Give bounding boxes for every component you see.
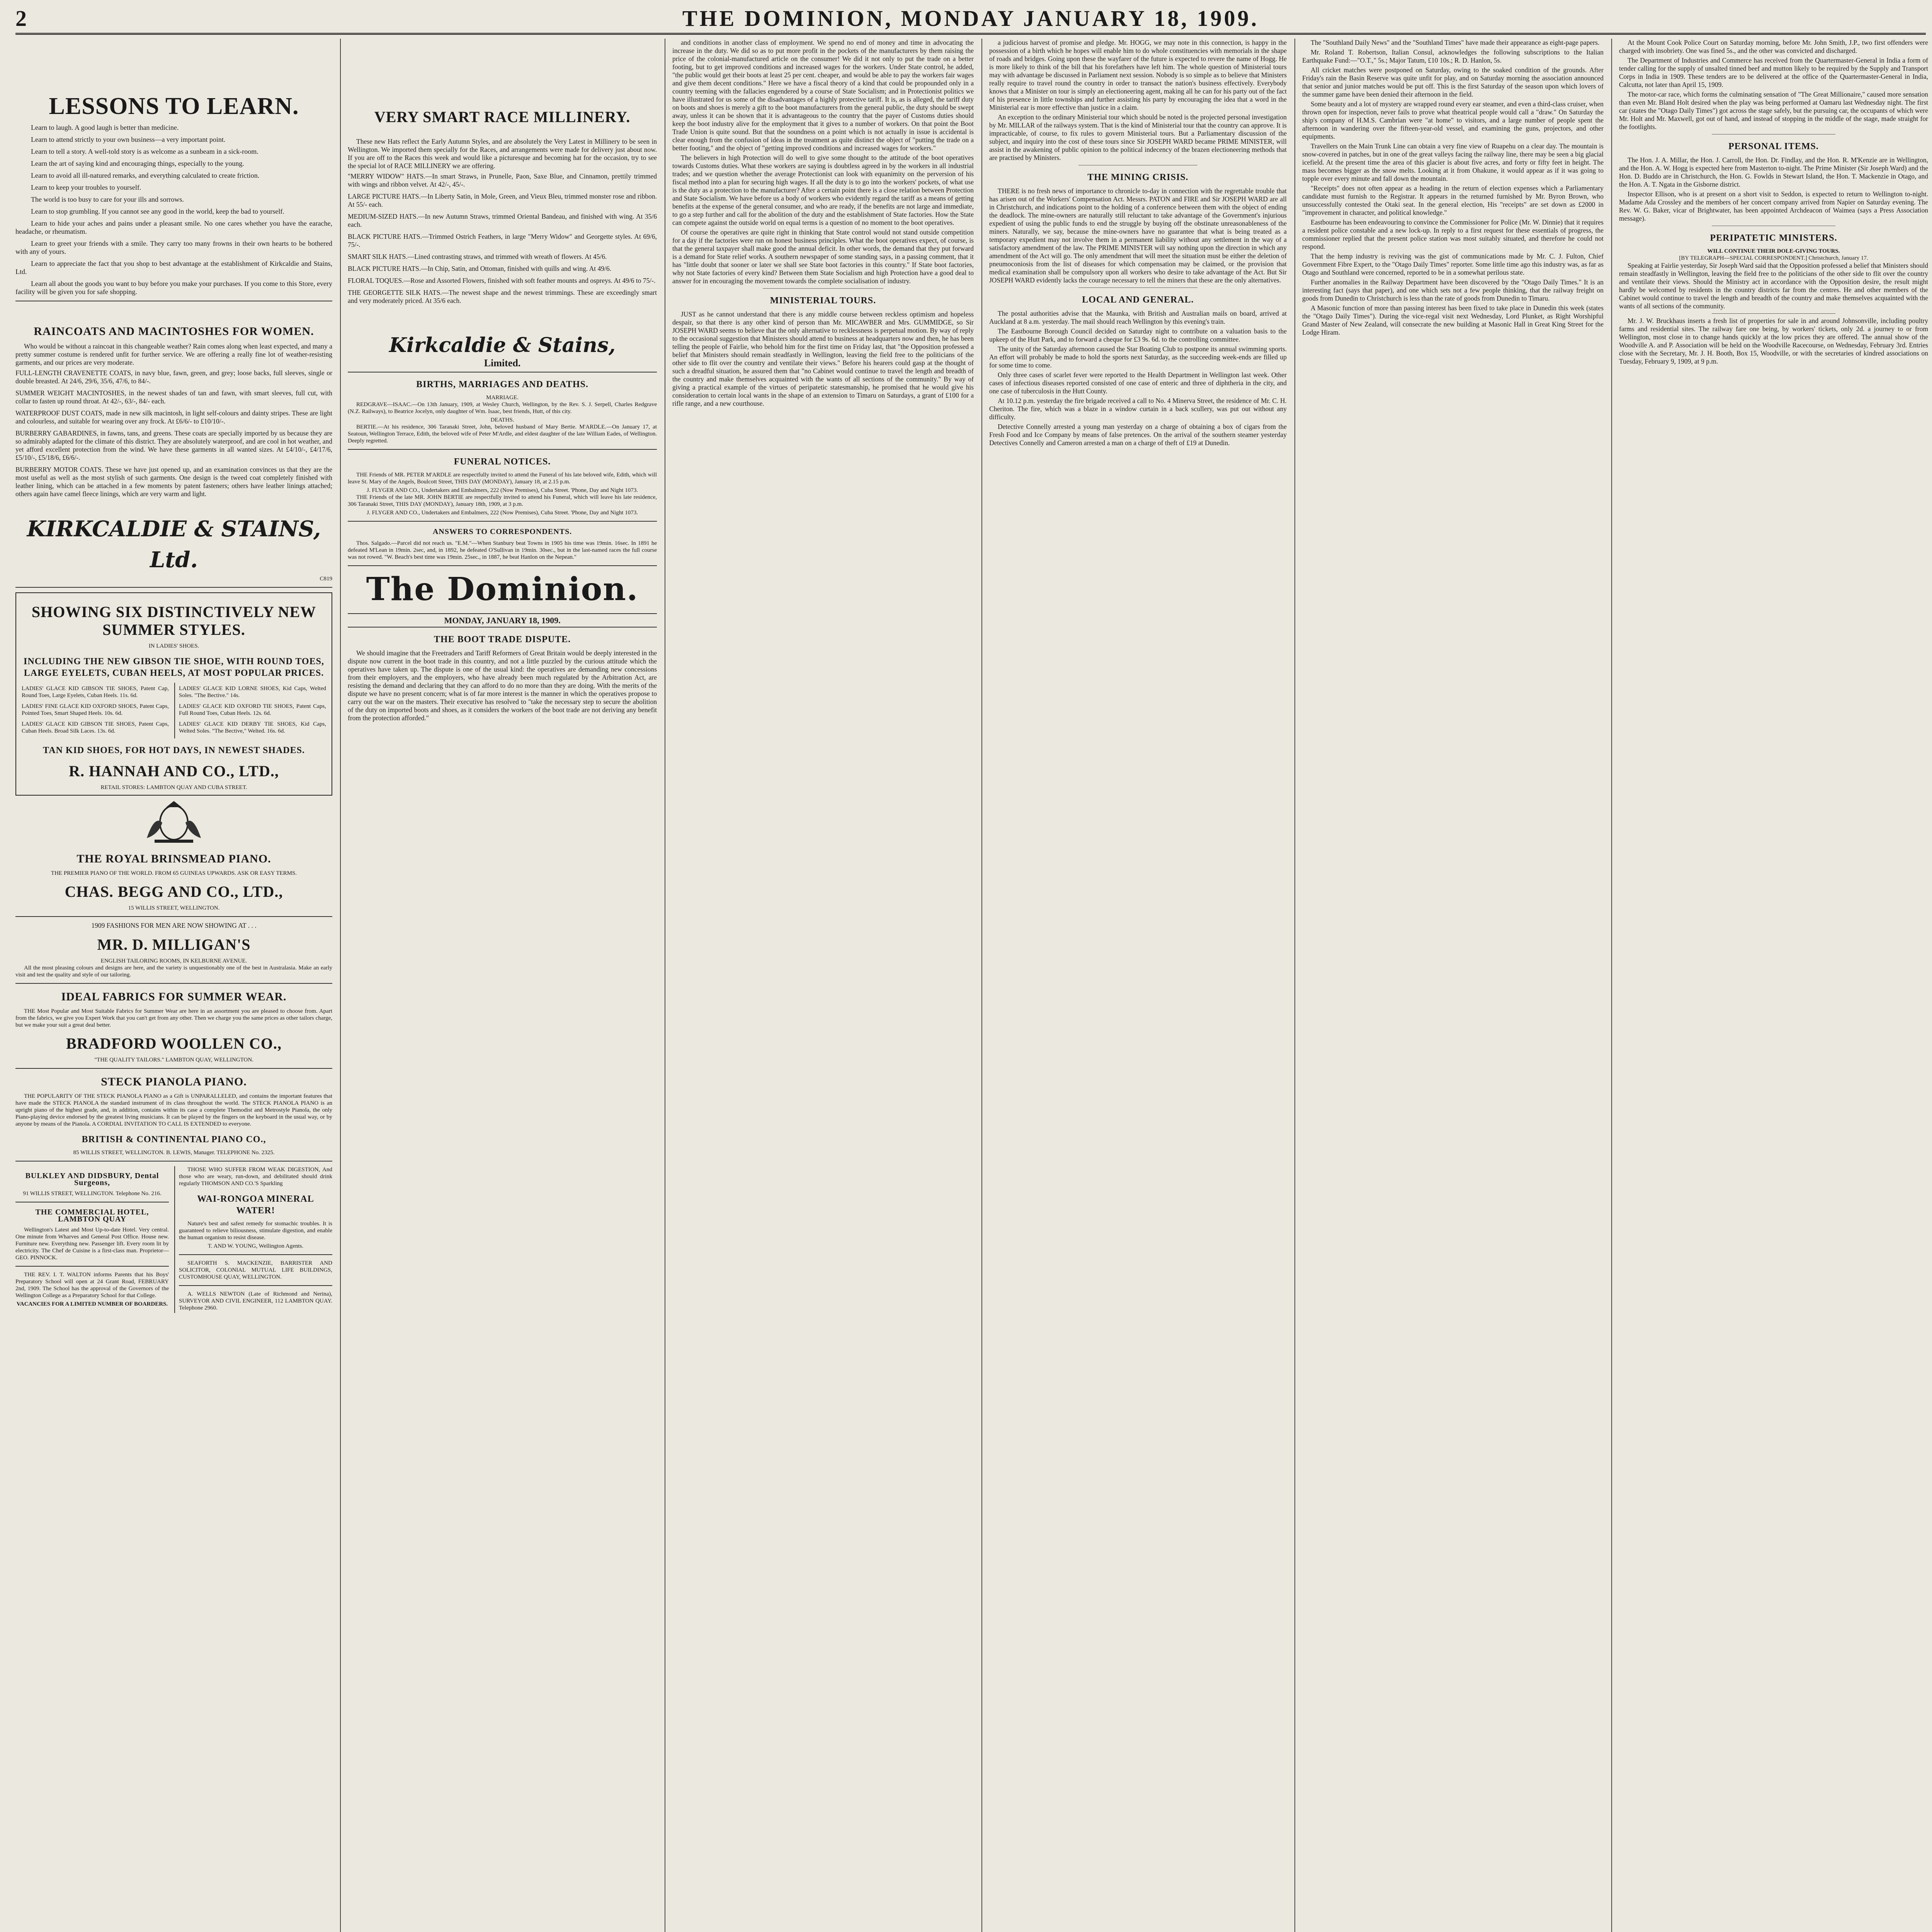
divider (1712, 313, 1835, 314)
small-ads-grid (15, 1166, 332, 1313)
local-news-item: The postal authorities advise that the Maunka, with British and Australian mails on board, arrived at Auckland at 8 a.m. yesterday. The mail should reach Wellington by this evening's train. (989, 310, 1287, 325)
bradford-name: BRADFORD WOOLLEN CO., (66, 1035, 282, 1052)
raincoats-intro: Who would be without a raincoat in this changeable weather? Rain comes along when least expected, and many a pretty summer costume is rendered unfit for further service. We are offering a really fine lot of weather-resisting garments, and our prices are very moderate. (15, 342, 332, 366)
lesson-item: Learn to hide your aches and pains under a pleasant smile. No one cares whether you have the earache, headache, or rheumatism. (15, 219, 332, 235)
bradford-heading: IDEAL FABRICS FOR SUMMER WEAR. (61, 990, 287, 1003)
column-personal (1619, 39, 1928, 1932)
kirkcaldie-logo: KIRKCALDIE & STAINS, Ltd. (27, 516, 321, 573)
divider (179, 1254, 332, 1255)
shoe-item: LADIES' GLACE KID LORNE SHOES, Kid Caps, Welted Soles. "The Bective." 14s. (179, 685, 326, 699)
local-news-item: Only three cases of scarlet fever were reported to the Health Department in Wellington last week. Other cases of infectious diseases reported consisted of one case of enteric and three of diphtheria in the city, and one case of tuberculosis in the Hutt County. (989, 371, 1287, 395)
lesson-item: The world is too busy to care for your ills and sorrows. (31, 196, 184, 203)
personal-item: Inspector Ellison, who is at present on a short visit to Seddon, is expected to return to Wellington to-night. Madame Ada Crossley and the members of her concert company arrived from Napier on Saturday evening. The Rev. W. G. Baker, vicar of Brightwater, has been appointed Archdeacon of Waimea (says a Press Association message). (1619, 190, 1928, 222)
kirkcaldie-stains-logo: Kirkcaldie & Stains, (389, 333, 616, 357)
local-general-heading: LOCAL AND GENERAL. (1082, 295, 1194, 305)
editorial-date: MONDAY, JANUARY 18, 1909. (348, 613, 657, 628)
divider (348, 449, 657, 450)
hat-item: SMART SILK HATS.—Lined contrasting straws, and trimmed with wreath of flowers. At 45/6. (348, 253, 607, 260)
raincoat-item: SUMMER WEIGHT MACINTOSHES, in the newest shades of tan and fawn, with smart sleeves, full cut, with collar to fasten up round throat. At 42/-, 63/-, 84/- each. (15, 389, 332, 405)
kirkcaldie-limited: Limited. (484, 357, 521, 369)
local-news-item: Mr. J. W. Bruckhaus inserts a fresh list of properties for sale in and around Johnsonville, including poultry farms and residential sites. The railway fare one being, by workers' tickets, only 2d. a journey to or from Wellington, most close in to change hands quickly at the low prices they are offered. The annual show of the Woodville A. and P. Association will be held on the Woodville Racecourse, on Wednesday, February 3rd. Entries close with the Secretary, Mr. J. H. Booth, Box 15, Woodville, or with the secretaries of kindred associations on Tuesday, February 9, 1909, at 9 p.m. (1619, 317, 1928, 365)
raincoat-item: WATERPROOF DUST COATS, made in new silk macintosh, in light self-colours and dainty stripes. These are light and colourless, and suitable for wearing over any frock. At £6/6/- to £10/10/-. (15, 409, 332, 425)
personal-item: The Hon. J. A. Millar, the Hon. J. Carroll, the Hon. Dr. Findlay, and the Hon. R. M'Kenzie are in Wellington, and the Hon. A. W. Hogg is expected here from Masterton to-night. The Prime Minister (Sir Joseph Ward) and the Hon. D. Buddo are in Christchurch, the Hon. G. Fowlds in Stewart Island, the Hon. T. Mackenzie in Otago, and the Hon. A. T. Ngata in the Gisborne district. (1619, 156, 1928, 188)
mining-crisis-heading: THE MINING CRISIS. (1087, 172, 1189, 182)
column-rule (1611, 39, 1612, 1932)
peripatetic-subheading: WILL CONTINUE THEIR DOLE-GIVING TOURS. (1707, 248, 1840, 254)
editorial-paragraph: An exception to the ordinary Ministerial tour which should be noted is the projected personal investigation by Mr. MILLAR of the railways system. That is the kind of Ministerial tour that the country can approve. It is impracticable, of course, to fix rules to govern Ministerial tours. But a Parliamentary discussion of the subject, and inquiry into the cost of these tours since Sir JOSEPH WARD became PRIME MINISTER, will assist in the awakening of public opinion to the political indecency of the brazen electioneering methods that are practised by Ministers. (989, 113, 1287, 162)
lessons-list (15, 124, 332, 296)
shoe-item: LADIES' GLACE KID GIBSON TIE SHOES, Patent Caps, Cuban Heels. Broad Silk Laces. 13s. 6d. (22, 721, 169, 734)
lesson-item: Learn all about the goods you want to buy before you make your purchases. If you come to this Store, every facility will be given you for safe shopping. (15, 280, 332, 296)
local-news-item: That the hemp industry is reviving was the gist of communications made by Mr. C. J. Fulton, Chief Government Fibre Expert, to the "Otago Daily Times" reporter. Some little time ago this industry was, as far as Otago and Southland were concerned, reported to be in a somewhat perilous state. (1302, 252, 1604, 276)
divider (763, 288, 883, 289)
lesson-item: Learn to laugh. A good laugh is better than medicine. (31, 124, 179, 131)
local-news-item: Some beauty and a lot of mystery are wrapped round every ear steamer, and even a third-class cruiser, when thrown open for inspection, never fails to prove what theatrical people would call a "draw." On Saturday the ship's company of H.M.S. Cambrian were "at home" to visitors, and a large number of people spent the afternoon in wandering over the fifteen-year-old vessel, and examining the guns, projectors, and other equipments. (1302, 100, 1604, 140)
local-news-item: The Eastbourne Borough Council decided on Saturday night to contribute on a valuation basis to the upkeep of the Hutt Park, and to forward a cheque for £3 9s. 6d. to the controlling committee. (989, 327, 1287, 343)
local-news-item: The Department of Industries and Commerce has received from the Quartermaster-General in India a form of tender calling for the supply of unsalted tinned beef and mutton likely to be required by the Supply and Transport Corps in India in 1909. These tenders are to be delivered at the office of the Quartermaster-General in India, Calcutta, not later than April 15, 1909. (1619, 56, 1928, 88)
brinsmead-heading: THE ROYAL BRINSMEAD PIANO. (77, 852, 271, 865)
ministerial-tours-heading: MINISTERIAL TOURS. (770, 296, 876, 306)
steck-text: THE POPULARITY OF THE STECK PIANOLA PIANO as a Gift is UNPARALLELED, and contains the important features that have made the STECK PIANOLA the standard instrument of its class throughout the world. The STECK PIANOLA PIANO is an upright piano of the highest grade, and, in addition, contains within its case a complete Themodist and Metrostyle Pianola, the only Piano-playing device endorsed by the greatest living musicians. It can be played by the fingers on the keyboard in the usual way, or by anyone by means of the Pianola. A CORDIAL INVITATION TO CALL IS EXTENDED to everyone. (15, 1093, 332, 1127)
personal-items-heading: PERSONAL ITEMS. (1728, 141, 1819, 151)
peripatetic-heading: PERIPATETIC MINISTERS. (1710, 233, 1837, 243)
funeral-notice: THE Friends of MR. PETER M'ARDLE are respectfully invited to attend the Funeral of his late beloved wife, Edith, which will leave St. Mary of the Angels, Boulcott Street, THIS DAY (MONDAY), January 18, at 2.15 p.m. (348, 472, 657, 485)
bradford-address: "THE QUALITY TAILORS." LAMBTON QUAY, WELLINGTON. (94, 1057, 253, 1063)
ad-code: C819 (320, 576, 332, 582)
dominion-nameplate: The Dominion. (366, 571, 639, 608)
local-news-item: "Receipts" does not often appear as a heading in the return of election expenses which a Parliamentary candidate must furnish to the Registrar. It appears in the returned furnished by Mr. Byron Brown, who unsuccessfully contested the Otaki seat. In the general election, His "receipts" are set down as £2000 in "improvement in character, and political knowledge." (1302, 184, 1604, 216)
lesson-item: Learn to greet your friends with a smile. They carry too many frowns in their own hearts to be bothered with any of yours. (15, 240, 332, 255)
hat-item: FLORAL TOQUES.—Rose and Assorted Flowers, finished with soft feather mounts and ospreys. At 49/6 to 75/-. (348, 277, 656, 284)
lessons-heading: LESSONS TO LEARN. (49, 93, 299, 119)
ministerial-tours-text: JUST as he cannot understand that there is any middle course between reckless optimism and hopeless despair, so that there is any other kind of person than Mr. MICAWBER and Mrs. GUMMIDGE, so Sir JOSEPH WARD seems to believe that the only alternative to recklessness is perpetual motion. By way of reply to the occasional suggestion that Ministers should attend to business at headquarters now and then, he has been telling the people of Fairlie, who behold him for the first time on Friday last, that "the Opposition professed a belief that Ministers should remain steadfastly in Wellington, leaving the field free to the politicians of the other side to flit over the country and ventilate their views." Before his hearers could gasp at the thought of such a dreadful situation, he assured them that "no Cabinet would continue to travel the length and breadth of the country and make themselves acquainted with the wants of all sections of the community." By way of giving a practical example of the virtues of peripatetic statesmanship, he promised that he would give his consideration to certain local wants in the shape of an extension to Timaru on Saturdays, a grant of £100 for a rifle range, and a new courthouse. (672, 310, 974, 407)
local-news-item: Travellers on the Main Trunk Line can obtain a very fine view of Ruapehu on a clear day. The mountain is snow-covered in patches, but in one of the great valleys facing the railway line, there may be seen a big glacial icefield. At the present time the area of this glacier is about five acres, and forty or fifty feet in height. The mass becomes bigger as the snow melts. Looking at it from Ohakune, it would appear as if it was going to topple over every minute and fall down the mountain. (1302, 142, 1604, 182)
milligan-text: All the most pleasing colours and designs are here, and the variety is unquestionably one of the best in Australasia. Make an early visit and test the quality and style of our tailoring. (15, 965, 332, 978)
masthead (15, 4, 1926, 35)
local-news-item: Further anomalies in the Railway Department have been discovered by the "Otago Daily Times." It is an interesting fact (says that paper), and one which sets not a few people thinking, that the railway freight on goods from Dunedin to Christchurch is less than the rate of goods from Dunedin to Timaru. (1302, 278, 1604, 302)
local-news-item: Eastbourne has been endeavouring to convince the Commissioner for Police (Mr. W. Dinnie) that it requires a resident police constable and a new lock-up. In reply to a first request for these essentials of progress, the commissioner replied that the present police station was most suitably situated, and therefore he could not respond. (1302, 218, 1604, 250)
walton-text: THE REV. I. T. WALTON informs Parents that his Boys' Preparatory School will open at 24 Grant Road, FEBRUARY 2nd, 1909. The School has the approval of the Governors of the Wellington College as a Preparatory School for that College. (15, 1272, 169, 1299)
milligan-intro: 1909 FASHIONS FOR MEN ARE NOW SHOWING AT . . . (91, 922, 257, 929)
local-news-item: At 10.12 p.m. yesterday the fire brigade received a call to No. 4 Minerva Street, the residence of Mr. C. H. Cheriton. The fire, which was a blaze in a window curtain in a back scullery, was put out without any difficulty. (989, 397, 1287, 421)
column-millinery-notices (348, 39, 657, 1932)
shoe-item: LADIES' GLACE KID OXFORD TIE SHOES, Patent Caps, Full Round Toes, Cuban Heels. 12s. 6d. (179, 703, 326, 716)
answers-text: Thos. Salgado.—Parcel did not reach us. "E.M."—When Stanbury beat Towns in 1905 his time was 19min. 16sec. In 1891 he defeated M'Lean in 19min. 2sec, and, in 1892, he defeated O'Sullivan in 19min. 30sec., but in the last-named races the full course was not rowed. "W. Beach's best time was 19min. 25sec., in 1887, he beat Hanlon on the Nepean." (348, 540, 657, 560)
divider (348, 521, 657, 522)
telegraph-dateline: [BY TELEGRAPH—SPECIAL CORRESPONDENT.] Christchurch, January 17. (1679, 255, 1868, 261)
undertaker: J. FLYGER AND CO., Undertakers and Embalmers, 222 (Now Premises), Cuba Street. 'Phone, Day and Night 1073. (367, 487, 638, 493)
lesson-item: Learn to keep your troubles to yourself. (31, 184, 141, 191)
boot-trade-heading: THE BOOT TRADE DISPUTE. (434, 634, 571, 645)
column-advertisements (15, 39, 332, 1932)
walton-vacancies: VACANCIES FOR A LIMITED NUMBER OF BOARDERS. (16, 1301, 168, 1307)
begg-name: CHAS. BEGG AND CO., LTD., (65, 883, 283, 900)
column-rule (981, 39, 982, 1932)
column-news (989, 39, 1287, 1932)
hat-item: BLACK PICTURE HATS.—Trimmed Ostrich Feathers, in large "Merry Widow" and Georgette styles. At 69/6, 75/-. (348, 233, 657, 248)
hat-item: MEDIUM-SIZED HATS.—In new Autumn Straws, trimmed Oriental Bandeau, and finished with wing. At 35/6 each. (348, 213, 657, 228)
brinsmead-sub: THE PREMIER PIANO OF THE WORLD. FROM 65 GUINEAS UPWARDS. ASK OR EASY TERMS. (51, 870, 297, 876)
hannah-shoe-list (22, 683, 326, 738)
editorial-paragraph: Of course the operatives are quite right in thinking that State control would not stand outside competition for a day if the factories were run on honest business principles. What the boot operatives expect, of course, is that the general taxpayer shall make good the annual deficit. In other words, the demand that they put forward is a demand for State relief works. A southern newspaper of some standing says, in a passing comment, that it has "little doubt that sooner or later we shall see State boot factories in this country." If State boot factories, why not State factories of every kind? Between them State Socialism and high Protection have a good deal to answer for in encouraging the movement towards the complete socialisation of industry. (672, 228, 974, 285)
seaforth-ad: SEAFORTH S. MACKENZIE, BARRISTER AND SOLICITOR, COLONIAL MUTUAL LIFE BUILDINGS, CUSTOMHOUSE QUAY, WELLINGTON. (179, 1260, 332, 1280)
lesson-item: Learn the art of saying kind and encouraging things, especially to the young. (31, 160, 244, 167)
millinery-intro: These new Hats reflect the Early Autumn Styles, and are absolutely the Very Latest in Millinery to be seen in Wellington. We imported them specially for the Races, and arrangements were made for delivery just about now. If you are off to the Races this week and would like a picturesque and becoming hat for the occasion, try to see the special lot of RACE MILLINERY we are offering. (348, 138, 657, 170)
hannah-company-name: R. HANNAH AND CO., LTD., (69, 762, 279, 780)
hat-item: BLACK PICTURE HATS.—In Chip, Satin, and Ottoman, finished with quills and wing. At 49/6. (348, 265, 612, 272)
column-local-news (1302, 39, 1604, 1932)
local-news-item: At the Mount Cook Police Court on Saturday morning, before Mr. John Smith, J.P., two first offenders were charged with insobriety. One was fined 5s., and the other was convicted and discharged. (1619, 39, 1928, 54)
editorial-paragraph: The believers in high Protection will do well to give some thought to the attitude of the boot operatives towards Customs duties. What these workers are saying is doubtless agreed in by the workers in all industrial trades; and we question whether the average Protectionist can look with equanimity on the perversion of his fiscal method into a plan for securing high wages. If all the duty is to go into the workers' pockets, of what use is the duty as a protection to the manufacturer? After a certain point there is a close relation between Protection and State Socialism. We have before us a body of workers who evidently regard the tariff as a means of getting benefits at the expense of the general consumer, and who are ready, if the benefits are not large and immediate, to go a step further and call for the abolition of the duty and the establishment of State factories. How the State can compete against the outside world on equal terms is a question of no moment to the boot operatives. (672, 154, 974, 226)
editorial-paragraph: and conditions in another class of employment. We spend no end of money and time in advocating the increase in the duty. We did so as to put more profit in the pockets of the manufacturers by them raising the price of the colonial-manufactured article on the consumer! We did it not only to put the trade on a better footing, but to get improved conditions and increased wages for the workers. Under State control, he added, "the public would get their boots at least 25 per cent. cheaper, and would be able to pay the workers fair wages and give them decent conditions." Here we have a fiscal theory of a kind that could be propounded only in a country teeming with the fallacies engendered by a course of State Socialism; and in Protectionist politics we have illustrated for us some of the disadvantages of a highly protective tariff. It is, as is alleged, the tariff duty on boots and shoes is merely a gift to the boot manufacturers from the general public, the duty should be swept away, unless it can be shown that it is advantageous to the country that the payer of Customs duties should keep the boot industry alive for the employment that it gives to a number of workers. On that point the Boot Trade Union is quite sound. But that the soundness on a point which is not actually in issue is accidental is clear enough from the confusion of ideas in the treatment as quite distinct the object of "putting the trade on a better footing," and the object of "getting improved conditions and increased wages for workers." (672, 39, 974, 152)
steck-heading: STECK PIANOLA PIANO. (101, 1075, 247, 1088)
shoe-item: LADIES' GLACE KID DERBY TIE SHOES, Kid Caps, Welted Soles. "The Bective," Welted. 16s. 6d. (179, 721, 326, 734)
divider (15, 1266, 169, 1267)
answers-heading: ANSWERS TO CORRESPONDENTS. (432, 527, 572, 536)
column-rule (1294, 39, 1295, 1932)
funeral-notice: THE Friends of the late MR. JOHN BERTIE are respectfully invited to attend his Funeral, which will leave his late residence, 306 Taranaki Street, THIS DAY (MONDAY), January 18th, 1909, at 3 p.m. (348, 494, 657, 507)
deaths-heading: DEATHS. (490, 417, 514, 423)
divider (15, 1161, 332, 1162)
shoe-item: LADIES' FINE GLACE KID OXFORD SHOES, Patent Caps, Pointed Toes, Smart Shaped Heels. 10s. 6d. (22, 703, 169, 716)
boot-trade-text: We should imagine that the Freetraders and Tariff Reformers of Great Britain would be deeply interested in the dispute now current in the boot trade in this country, and not a little puzzled by the curious attitude which the operatives have taken up. The dispute is one of the usual kind: the operatives are demanding new concessions from their employers, and the employers, who have already been much regulated by the Arbitration Act, are resisting the demand and declaring that they can afford to do no more than they are doing. With the merits of the dispute we have no present concern; what is of far more interest is the manner in which the operatives propose to carry out the war on the masters. Their executive has resolved to "take the necessary step to secure the abolition of the duty on imported boots and shoes, as it considers the workers of the boot trade are not deriving any benefit from the protection afforded." (348, 649, 657, 722)
wairongoa-name: WAI-RONGOA MINERAL WATER! (197, 1194, 314, 1216)
divider (15, 1068, 332, 1069)
lesson-item: Learn to appreciate the fact that you shop to best advantage at the establishment of Kirkcaldie and Stains, Ltd. (15, 260, 332, 276)
hannah-advertisement (15, 592, 332, 796)
raincoats-heading: RAINCOATS AND MACINTOSHES FOR WOMEN. (34, 325, 314, 338)
peripatetic-text: Speaking at Fairlie yesterday, Sir Joseph Ward said that the Opposition professed a belief that Ministers should remain steadfastly in Wellington, leaving the field free to the politicians of the other side to flit over the country and ventilate their views. Should the Ministry act in accordance with the Opposition desire, the result might hardly be welcomed by residents in the country districts far from the centres. He and other members of the Cabinet would continue to travel the length and breadth of the country and make themselves acquainted with the wants of all sections of the community. (1619, 262, 1928, 310)
undertaker: J. FLYGER AND CO., Undertakers and Embalmers, 222 (Now Premises), Cuba Street. 'Phone, Day and Night 1073. (367, 510, 638, 516)
wairongoa-text: Nature's best and safest remedy for stomachic troubles. It is guaranteed to relieve biliousness, stimulate digestion, and enable the human organism to resist disease. (179, 1221, 332, 1241)
british-piano-address: 85 WILLIS STREET, WELLINGTON. B. LEWIS, Manager. TELEPHONE No. 2325. (73, 1150, 275, 1156)
raincoat-item: BURBERRY MOTOR COATS. These we have just opened up, and an examination convinces us that they are the most useful as well as the most stylish of such garments. One design is the tweed coat completely finished with leather lining, which can be attached in a few moments by patent fasteners; others have leather linings attached; others again have camel fleece linings, which are very warm and light. (15, 466, 332, 498)
millinery-heading: VERY SMART RACE MILLINERY. (374, 108, 631, 126)
lesson-item: Learn to stop grumbling. If you cannot see any good in the world, keep the bad to yourself. (31, 207, 284, 215)
divider (348, 565, 657, 566)
funeral-heading: FUNERAL NOTICES. (454, 457, 551, 467)
local-news-item: The "Southland Daily News" and the "Southland Times" have made their appearance as eight-page papers. (1311, 39, 1600, 46)
bmd-heading: BIRTHS, MARRIAGES AND DEATHS. (416, 379, 588, 389)
divider (15, 983, 332, 984)
commercial-hotel-text: Wellington's Latest and Most Up-to-date Hotel. Very central. One minute from Wharves and General Post Office. House new. Furniture new. Everything new. Passenger lift. Every room lit by electricity. The Chef de Cuisine is a first-class man. Proprietor—GEO. PINNOCK. (15, 1227, 169, 1261)
bulkley-name: BULKLEY AND DIDSBURY, Dental Surgeons, (25, 1172, 159, 1187)
column-editorial (672, 39, 974, 1932)
raincoat-item: FULL-LENGTH CRAVENETTE COATS, in navy blue, fawn, green, and grey; loose backs, full sleeves, single or double breasted. At 24/6, 29/6, 35/6, 47/6, to 84/-. (15, 369, 332, 385)
marriage-notice: REDGRAVE—ISAAC.—On 13th January, 1909, at Wesley Church, Wellington, by the Rev. S. J. Serpell, Charles Redgrave (N.Z. Railways), to Beatrice Jocelyn, only daughter of Wm. Isaac, best friends, Hutt, of this city. (348, 401, 657, 415)
local-news-item: Mr. Roland T. Robertson, Italian Consul, acknowledges the following subscriptions to the Italian Earthquake Fund:—"O.T.," 5s.; Major Tatum, £10 10s.; R. D. Hanlon, 5s. (1302, 48, 1604, 64)
wairongoa-agents: T. AND W. YOUNG, Wellington Agents. (207, 1243, 304, 1249)
local-news-item: Detective Connelly arrested a young man yesterday on a charge of obtaining a box of cigars from the Fresh Food and Ice Company by means of false pretences. On the arrival of the southern steamer yesterday Detectives Connelly and Cameron arrested a man on a charge of theft of £19 at Dunedin. (989, 423, 1287, 447)
hat-item: LARGE PICTURE HATS.—In Liberty Satin, in Mole, Green, and Vieux Bleu, trimmed monster rose and ribbon. At 55/- each. (348, 192, 657, 208)
local-news-item: All cricket matches were postponed on Saturday, owing to the soaked condition of the grounds. After Friday's rain the Basin Reserve was quite unfit for play, and on Saturday morning the association announced that senior and junior matches would be put off. This is the first Saturday of the season upon which lovers of the summer game have been denied their afternoon in the field. (1302, 66, 1604, 98)
lesson-item: Learn to avoid all ill-natured remarks, and everything calculated to create friction. (31, 172, 260, 179)
hannah-tagline: INCLUDING THE NEW GIBSON TIE SHOE, WITH ROUND TOES, LARGE EYELETS, CUBAN HEELS, AT MOST POPULAR PRICES. (24, 656, 324, 678)
divider (1078, 287, 1197, 288)
milligan-name: MR. D. MILLIGAN'S (97, 936, 251, 953)
hannah-heading: SHOWING SIX DISTINCTIVELY NEW SUMMER STYLES. (31, 603, 316, 638)
column-rule (340, 39, 341, 1932)
mining-crisis-text: THERE is no fresh news of importance to chronicle to-day in connection with the regrettable trouble that has arisen out of the Workers' Compensation Act. Messrs. PATON and FIRE and Sir JOSEPH WARD are all in Christchurch, and indications point to the holding of a conference between them with the object of ending the deadlock. The mine-owners are naturally still reluctant to take advantage of the Government's injurious expedient of using the public funds to end the struggle by buying off the obstinate unreasonableness of the miners. Naturally, we say, because the mine-owners have no guarantee that what is being treated as a temporary expedient may not involve them in a permanent liability without any settlement in the way of a satisfactory amendment of the law. The PRIME MINISTER will say nothing upon the direction in which any amendment of the Act will go. The only amendment that will meet the situation must be either the deletion of pneumoconiosis from the list of diseases for which compensation may be claimed, or the provision that medical examination shall be compulsory upon all workers who desire to take advantage of the Act. But Sir JOSEPH WARD evidently lacks the courage necessary to tell the miners that these are the only alternatives. (989, 187, 1287, 284)
hannah-stores: RETAIL STORES: LAMBTON QUAY AND CUBA STREET. (100, 784, 247, 791)
hannah-subheading: IN LADIES' SHOES. (148, 643, 199, 649)
page-number: 2 (15, 6, 27, 31)
divider (15, 916, 332, 917)
editorial-paragraph: a judicious harvest of promise and pledge. Mr. HOGG, we may note in this connection, is happy in the possession of a birth which he hopes will enable him to do whole constituencies with memorials in the shape of roads and bridges. Going upon these the wayfarer of the future is expected to revere the name of Hogg. He is more likely to think of the bill that his forefathers have left him. The whole question of Ministerial tours may with advantage be discussed in Parliament next session. Nobody is so simple as to believe that Ministers really require to travel round the country in order to transact the nation's business effectively. Everybody knows that a Minister on tour is simply an electioneering agent, making all he can for his party out of the fact of his presence in little townships and further assisting his party by encouraging the idea that a word in the Ministerial ear is more effective than justice in a claim. (989, 39, 1287, 111)
newspaper-title: THE DOMINION, MONDAY JANUARY 18, 1909. (682, 6, 1259, 31)
begg-address: 15 WILLIS STREET, WELLINGTON. (128, 905, 220, 911)
lesson-item: Learn to tell a story. A well-told story is as welcome as a sunbeam in a sick-room. (31, 148, 259, 155)
death-notices: BERTIE.—At his residence, 306 Taranaki Street, John, beloved husband of Mary Bertie. M'ARDLE.—On January 17, at Seatoun, Wellington Terrace, Edith, the beloved wife of Peter M'Ardle, and eldest daughter of the late William Eades, of Wellington. Deeply regretted. (348, 424, 657, 444)
british-piano-name: BRITISH & CONTINENTAL PIANO CO., (82, 1134, 266, 1145)
hannah-tan-line: TAN KID SHOES, FOR HOT DAYS, IN NEWEST SHADES. (43, 745, 305, 755)
wairongoa-intro: THOSE WHO SUFFER FROM WEAK DIGESTION, And those who are weary, run-down, and debilitated should drink regularly THOMSON AND CO.'S Sparkling (179, 1167, 332, 1187)
marriage-heading: MARRIAGE. (486, 395, 519, 401)
royal-crest-icon (15, 799, 332, 846)
local-news-item: The unity of the Saturday afternoon caused the Star Boating Club to postpone its annual swimming sports. An effort will probably be made to hold the sports next Saturday, as the succeeding week-ends are filled up for some time to come. (989, 345, 1287, 369)
divider (15, 587, 332, 588)
shoe-item: LADIES' GLACE KID GIBSON TIE SHOES, Patent Cap, Round Toes, Large Eyelets, Cuban Heels. 11s. 6d. (22, 685, 169, 699)
newton-ad: A. WELLS NEWTON (Late of Richmond and Nerina), SURVEYOR AND CIVIL ENGINEER, 112 LAMBTON QUAY. Telephone 2960. (179, 1291, 332, 1311)
lesson-item: Learn to attend strictly to your own business—a very important point. (31, 136, 226, 143)
local-news-item: The motor-car race, which forms the culminating sensation of "The Great Millionaire," caused more sensation than even Mr. Bland Holt desired when the play was being performed at Oamaru last Wednesday night. The first car (states the "Otago Daily Times") got across the stage safely, but the pursuing car, the occupants of which were Mr. Holt and Mr. Maxwell, got out of hand, and instead of stopping in the middle of the stage, made straight for the footlights. (1619, 90, 1928, 131)
divider (179, 1285, 332, 1286)
bulkley-address: 91 WILLIS STREET, WELLINGTON. Telephone No. 216. (23, 1190, 162, 1197)
milligan-sub: ENGLISH TAILORING ROOMS, IN KELBURNE AVENUE. (100, 958, 247, 964)
commercial-hotel-name: THE COMMERCIAL HOTEL, LAMBTON QUAY (35, 1208, 149, 1223)
bradford-text: THE Most Popular and Most Suitable Fabrics for Summer Wear are here in an assortment you are pleased to choose from. Apart from the fabrics, we give you Expert Work that you can't get from any other. Then we charge you the same prices as other tailors charge, but we make your suit a great deal better. (15, 1008, 332, 1028)
local-news-item: A Masonic function of more than passing interest has been fixed to take place in Dunedin this week (states the "Otago Daily Times"). During the vice-regal visit next Wednesday, Lord Plunket, as Right Worshipful Grand Master of New Zealand, will consecrate the new building at Masonic Hall in Great King Street for the Lodge Hiram. (1302, 304, 1604, 336)
hat-item: THE GEORGETTE SILK HATS.—The newest shape and the newest trimmings. These are exceedingly smart and very moderately priced. At 35/6 each. (348, 289, 657, 304)
hat-item: "MERRY WIDOW" HATS.—In smart Straws, in Prunelle, Paon, Saxe Blue, and Cinnamon, prettily trimmed with wings and ribbon velvet. At 42/-, 45/-. (348, 172, 657, 188)
raincoat-item: BURBERRY GABARDINES, in fawns, tans, and greens. These coats are specially imported by us because they are so admirably adapted for the climate of this district. They are absolutely waterproof, and are cool in hot weather, and yet afford excellent protection from the wind. We have these garments in all wanted sizes. At £4/10/-, £4/17/6, £5/10/-, £5/18/6, £6/6/-. (15, 429, 332, 461)
